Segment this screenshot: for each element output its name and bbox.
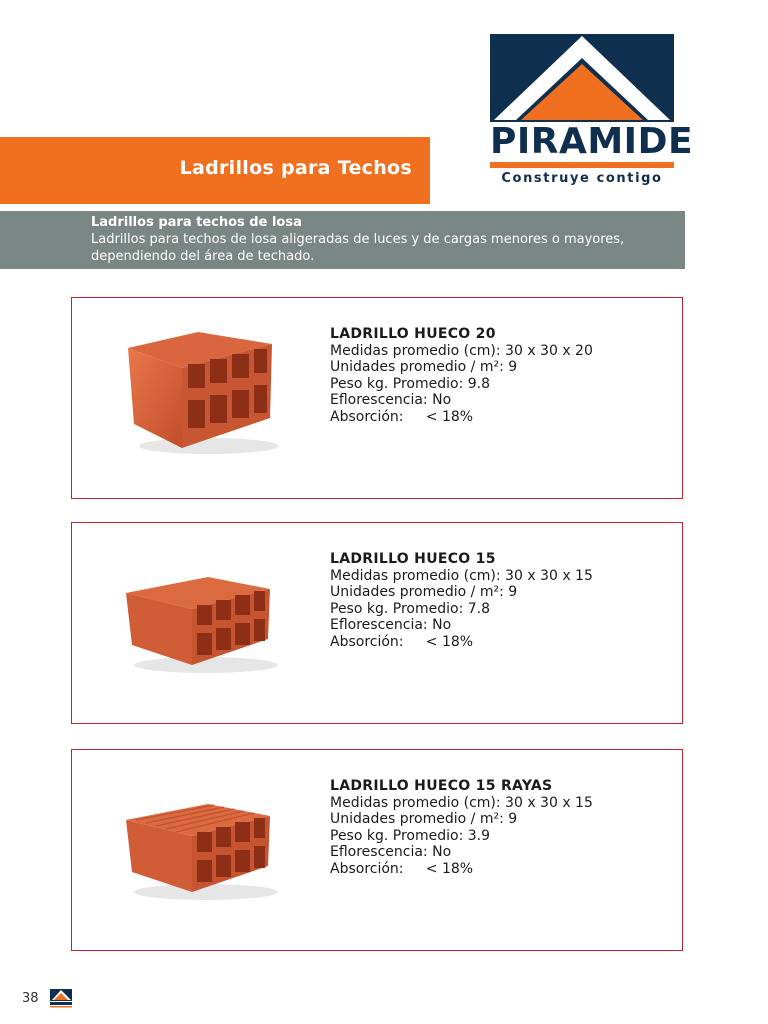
product-specs — [330, 551, 593, 650]
spec-dimensions: Medidas promedio (cm): 30 x 30 x 15 — [330, 794, 593, 811]
product-name: LADRILLO HUECO 15 RAYAS — [330, 778, 553, 794]
logo-divider — [490, 162, 674, 168]
mini-pyramid-logo-icon — [50, 989, 72, 1009]
section-banner — [0, 137, 430, 204]
page-number: 38 — [22, 991, 39, 1006]
pyramid-logo-icon — [490, 34, 674, 122]
product-specs — [330, 326, 593, 425]
spec-dimensions: Medidas promedio (cm): 30 x 30 x 20 — [330, 342, 593, 359]
hollow-brick-icon — [124, 553, 284, 683]
spec-absorption: Absorción: < 18% — [330, 860, 474, 877]
spec-absorption: Absorción: < 18% — [330, 408, 474, 425]
product-specs — [330, 778, 593, 877]
spec-weight: Peso kg. Promedio: 3.9 — [330, 827, 490, 844]
product-card — [71, 522, 683, 724]
product-card — [71, 297, 683, 499]
spec-efflorescence: Eflorescencia: No — [330, 392, 452, 408]
logo-tagline: Construye contigo — [501, 171, 663, 186]
section-title: Ladrillos para Techos — [179, 157, 412, 179]
spec-efflorescence: Eflorescencia: No — [330, 844, 452, 860]
spec-weight: Peso kg. Promedio: 7.8 — [330, 600, 490, 617]
spec-efflorescence: Eflorescencia: No — [330, 617, 452, 633]
spec-weight: Peso kg. Promedio: 9.8 — [330, 375, 490, 392]
spec-dimensions: Medidas promedio (cm): 30 x 30 x 15 — [330, 567, 593, 584]
spec-units: Unidades promedio / m²: 9 — [330, 359, 518, 375]
striped-hollow-brick-icon — [124, 780, 284, 910]
spec-units: Unidades promedio / m²: 9 — [330, 584, 518, 600]
intro-band — [0, 211, 685, 269]
intro-heading: Ladrillos para techos de losa — [91, 215, 302, 230]
product-card — [71, 749, 683, 951]
intro-text: Ladrillos para techos de losa aligeradas de luces y de cargas menores o mayores, dependiendo del área de techado. — [91, 232, 625, 264]
product-name: LADRILLO HUECO 20 — [330, 326, 496, 342]
product-name: LADRILLO HUECO 15 — [330, 551, 496, 567]
spec-units: Unidades promedio / m²: 9 — [330, 811, 518, 827]
spec-absorption: Absorción: < 18% — [330, 633, 474, 650]
piramide-logo — [490, 34, 694, 190]
hollow-brick-icon — [124, 328, 284, 458]
logo-wordmark: PIRAMIDE — [490, 121, 694, 162]
